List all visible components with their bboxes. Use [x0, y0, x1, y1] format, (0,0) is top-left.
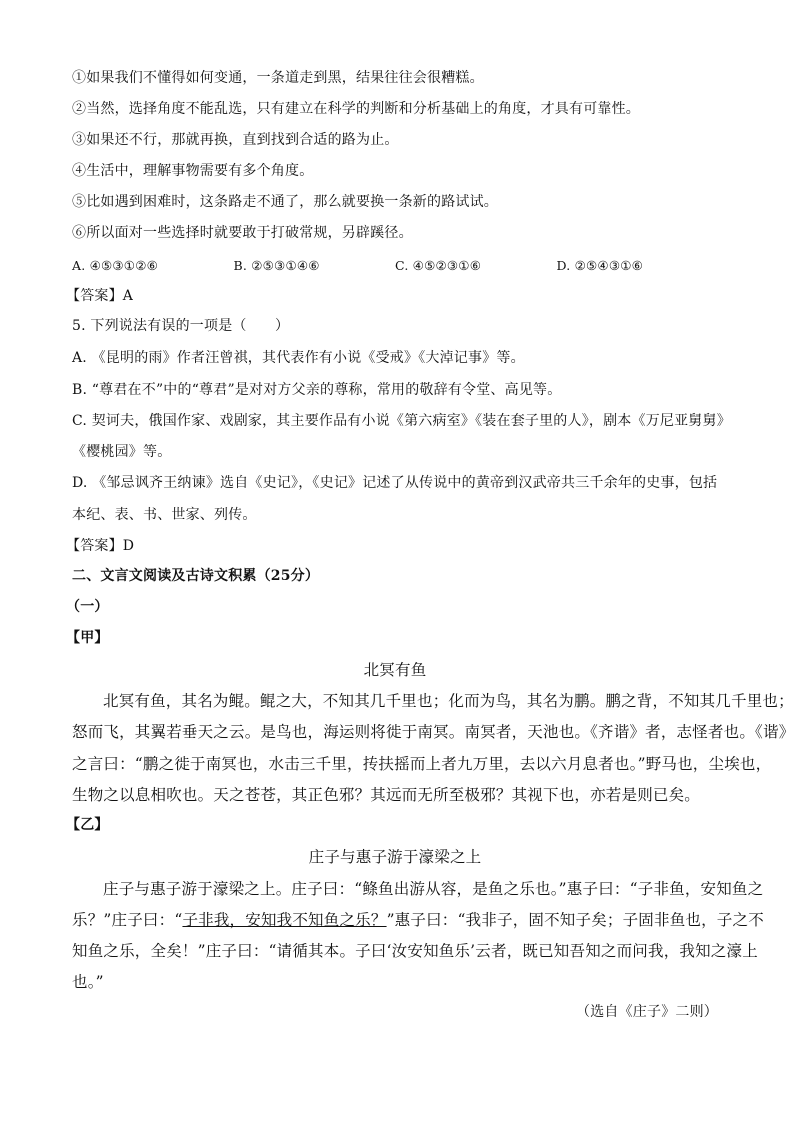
q5-option-a: A. 《昆明的雨》作者汪曾祺，其代表作有小说《受戒》《大淖记事》等。	[72, 350, 525, 366]
q5-option-b: B. “尊君在不”中的“尊君”是对对方父亲的尊称，常用的敬辞有令堂、高见等。	[72, 382, 562, 398]
q4-sentence-1: ①如果我们不懂得如何变通，一条道走到黑，结果往往会很糟糕。	[72, 70, 484, 86]
jia-label: 【甲】	[66, 630, 109, 646]
q4-option-b: B. ②⑤③①④⑥	[233, 258, 320, 273]
q5-answer: 【答案】D	[66, 538, 135, 554]
part-1-label: （一）	[66, 599, 109, 615]
q4-answer: 【答案】A	[66, 288, 134, 304]
jia-text-line-2: 怒而飞，其翼若垂天之云。是鸟也，海运则将徙于南冥。南冥者，天池也。《齐谐》者，志怪者也。《谐》	[72, 723, 794, 741]
yi-title: 庄子与惠子游于濠梁之上	[308, 848, 482, 866]
jia-text-line-4: 生物之以息相吹也。天之苍苍，其正色邪？其远而无所至极邪？其视下也，亦若是则已矣。	[72, 786, 701, 804]
q5-option-d-line1: D. 《邹忌讽齐王纳谏》选自《史记》，《史记》记述了从传说中的黄帝到汉武帝共三千余年的史事，包括	[72, 475, 718, 491]
yi-text-line-2-end: ”惠子曰：“我非子，固不知子矣；子固非鱼也，子之不	[386, 911, 764, 929]
yi-text-line-4: 也。”	[72, 973, 104, 991]
section-2-title: 二、文言文阅读及古诗文积累（25分）	[72, 568, 320, 584]
yi-text-line-2	[72, 909, 764, 931]
jia-text-line-1: 北冥有鱼，其名为鲲。鲲之大，不知其几千里也；化而为鸟，其名为鹏。鹏之背，不知其几千里也；	[103, 692, 794, 710]
q5-option-d-line2: 本纪、表、书、世家、列传。	[72, 507, 257, 523]
q5-option-c-line1: C. 契诃夫，俄国作家、戏剧家，其主要作品有小说《第六病室》《装在套子里的人》，剧本《万尼亚舅舅》	[72, 413, 731, 429]
q5-option-c-line2: 《樱桃园》等。	[72, 444, 172, 460]
q4-option-a: A. ④⑤③①②⑥	[72, 258, 159, 273]
q4-options	[72, 256, 718, 276]
q4-sentence-2: ②当然，选择角度不能乱选，只有建立在科学的判断和分析基础上的角度，才具有可靠性。	[72, 101, 640, 117]
q4-option-c: C. ④⑤②③①⑥	[395, 258, 482, 273]
yi-text-line-2-start: 乐？”庄子曰：“	[72, 911, 183, 929]
q4-sentence-6: ⑥所以面对一些选择时就要敢于打破常规，另辟蹊径。	[72, 225, 413, 241]
q4-sentence-3: ③如果还不行，那就再换，直到找到合适的路为止。	[72, 132, 399, 148]
yi-text-line-1: 庄子与惠子游于濠梁之上。庄子曰：“鲦鱼出游从容，是鱼之乐也。”惠子曰：“子非鱼，安知鱼之	[103, 880, 764, 898]
q4-sentence-4: ④生活中，理解事物需要有多个角度。	[72, 163, 314, 179]
yi-text-line-3: 知鱼之乐，全矣！”庄子曰：“请循其本。子曰‘汝安知鱼乐’云者，既已知吾知之而问我，我知之濠上	[72, 942, 758, 960]
yi-label: 【乙】	[66, 817, 109, 833]
q4-sentence-5: ⑤比如遇到困难时，这条路走不通了，那么就要换一条新的路试试。	[72, 194, 498, 210]
underlined-quote: 子非我，安知我不知鱼之乐？	[182, 911, 387, 929]
source-note: （选自《庄子》二则）	[576, 1004, 718, 1020]
q5-stem: 5. 下列说法有误的一项是（ ）	[72, 318, 290, 334]
jia-text-line-3: 之言曰：“鹏之徙于南冥也，水击三千里，抟扶摇而上者九万里，去以六月息者也。”野马也，尘埃也，	[72, 755, 772, 773]
q4-option-d: D. ②⑤④③①⑥	[556, 258, 644, 273]
jia-title: 北冥有鱼	[363, 661, 427, 679]
